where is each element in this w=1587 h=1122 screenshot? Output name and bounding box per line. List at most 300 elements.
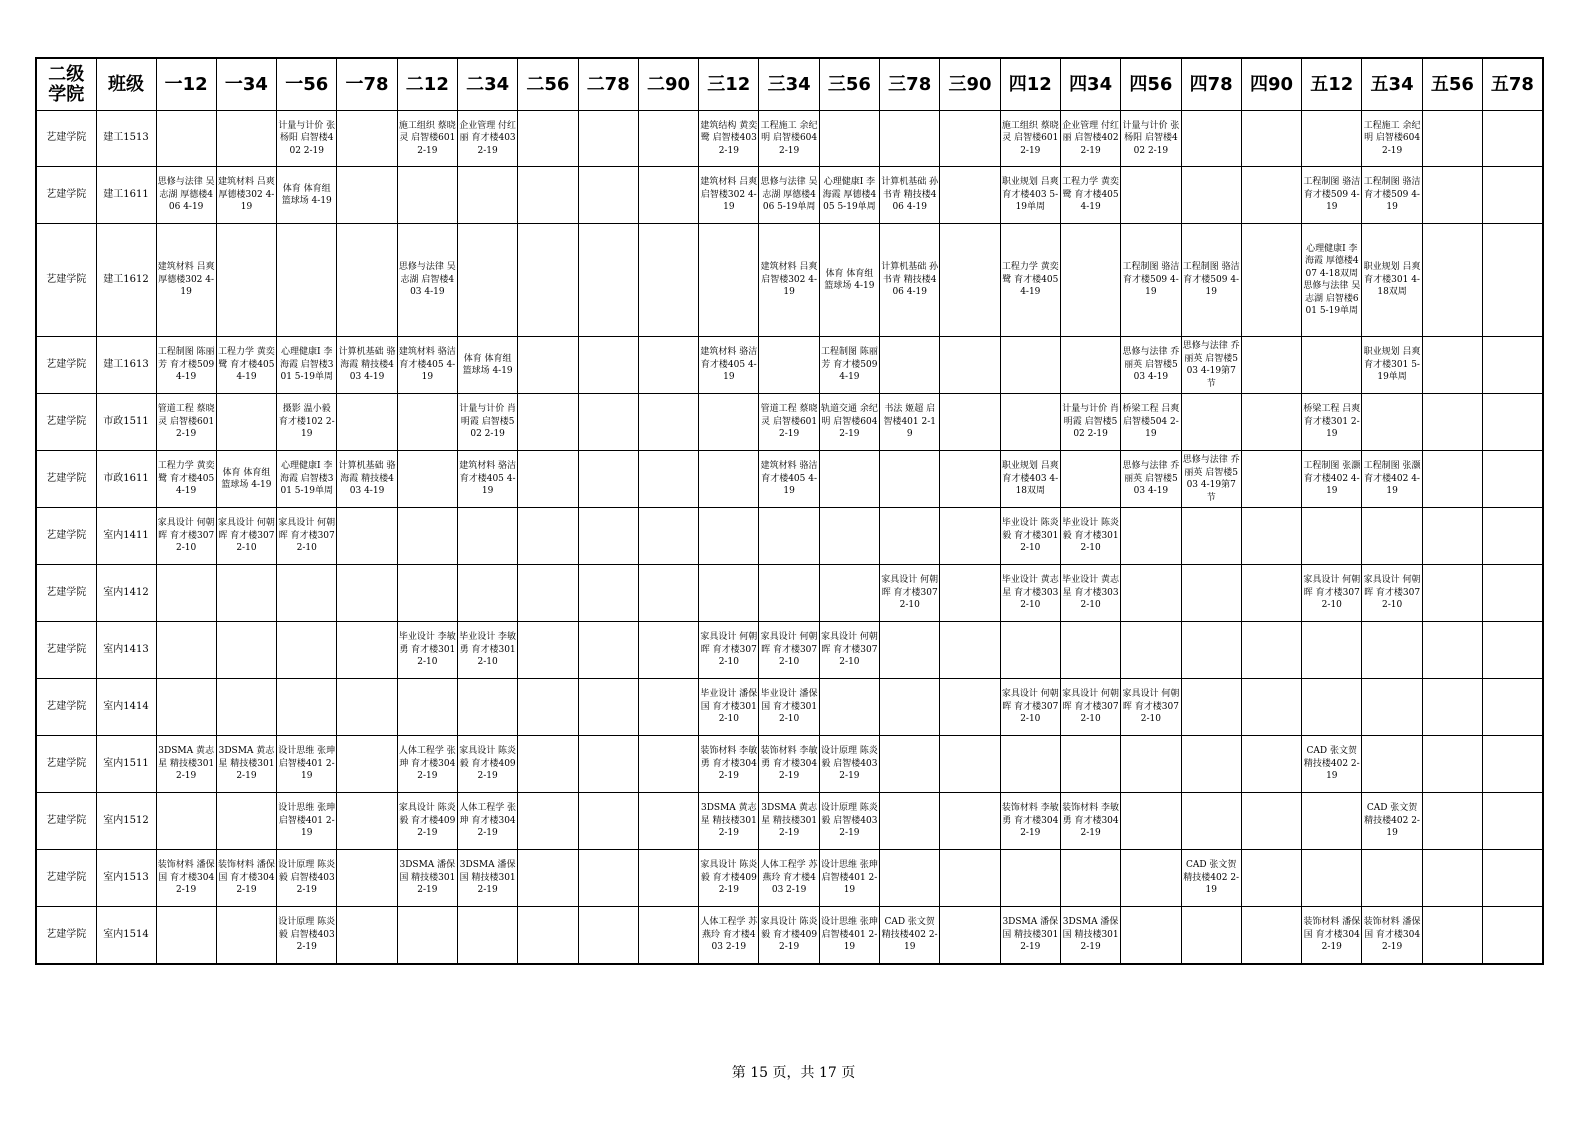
page-number: 第 15 页，共 17 页 <box>731 1065 856 1081</box>
course-cell <box>1422 111 1482 167</box>
course-cell <box>759 565 819 622</box>
course-cell: 3DSMA 潘保国 精技楼301 2-19 <box>397 850 457 907</box>
course-cell: 思修与法律 吴志湖 启智楼403 4-19 <box>397 224 457 337</box>
course-cell: 企业管理 付红丽 启智楼402 2-19 <box>1060 111 1120 167</box>
course-cell <box>1422 224 1482 337</box>
course-cell <box>1302 111 1362 167</box>
course-cell <box>1241 679 1301 736</box>
course-cell: 建筑材料 吕爽 厚德楼302 4-19 <box>216 167 276 224</box>
course-cell: 装饰材料 李敏勇 育才楼304 2-19 <box>699 736 759 793</box>
course-cell <box>1241 224 1301 337</box>
course-cell <box>940 793 1000 850</box>
course-cell <box>1483 111 1543 167</box>
class-cell: 室内1512 <box>96 793 156 850</box>
course-cell: 计算机基础 孙书青 精技楼406 4-19 <box>880 167 940 224</box>
course-cell <box>457 565 517 622</box>
course-cell <box>940 850 1000 907</box>
course-cell: 计算机基础 孙书青 精技楼406 4-19 <box>880 224 940 337</box>
course-cell: 摄影 温小毅 育才楼102 2-19 <box>277 394 337 451</box>
table-row <box>36 337 1543 394</box>
course-cell <box>1362 622 1422 679</box>
course-cell <box>880 337 940 394</box>
course-cell: 桥梁工程 吕爽 启智楼504 2-19 <box>1121 394 1181 451</box>
header-period: 二56 <box>518 58 578 111</box>
course-cell: 工程制图 陈丽芳 育才楼509 4-19 <box>819 337 879 394</box>
course-cell: 工程制图 陈丽芳 育才楼509 4-19 <box>156 337 216 394</box>
course-cell <box>216 679 276 736</box>
course-cell <box>397 451 457 508</box>
course-cell: 计量与计价 肖明霞 启智楼502 2-19 <box>457 394 517 451</box>
course-cell <box>1422 337 1482 394</box>
course-cell: 工程力学 黄奕鹭 育才楼405 4-19 <box>1000 224 1060 337</box>
header-period: 四90 <box>1241 58 1301 111</box>
course-cell <box>880 736 940 793</box>
course-cell <box>1483 565 1543 622</box>
course-cell: 建筑结构 黄奕鹭 启智楼403 2-19 <box>699 111 759 167</box>
course-cell: 装饰材料 潘保国 育才楼304 2-19 <box>216 850 276 907</box>
course-cell <box>1422 622 1482 679</box>
course-cell: 职业规划 吕爽 育才楼301 4-18双周 <box>1362 224 1422 337</box>
course-cell: 设计思维 张珅 启智楼401 2-19 <box>277 736 337 793</box>
course-cell <box>940 736 1000 793</box>
course-cell <box>578 736 638 793</box>
course-cell: 家具设计 陈炎毅 育才楼409 2-19 <box>397 793 457 850</box>
course-cell: 家具设计 何朝晖 育才楼307 2-10 <box>156 508 216 565</box>
course-cell: 人体工程学 张珅 育才楼304 2-19 <box>397 736 457 793</box>
course-cell <box>1302 850 1362 907</box>
college-cell: 艺建学院 <box>36 736 96 793</box>
course-cell: 桥梁工程 吕爽 育才楼301 2-19 <box>1302 394 1362 451</box>
course-cell <box>337 907 397 964</box>
course-cell <box>1483 850 1543 907</box>
course-cell <box>518 907 578 964</box>
college-cell: 艺建学院 <box>36 451 96 508</box>
course-cell <box>1060 451 1120 508</box>
course-cell <box>457 907 517 964</box>
course-cell <box>638 736 698 793</box>
course-cell <box>518 679 578 736</box>
course-cell <box>337 111 397 167</box>
course-cell <box>578 508 638 565</box>
course-cell: 思修与法律 乔丽英 启智楼503 4-19第7节 <box>1181 451 1241 508</box>
course-cell <box>397 167 457 224</box>
course-cell <box>518 622 578 679</box>
course-cell: 工程力学 黄奕鹭 育才楼405 4-19 <box>1060 167 1120 224</box>
course-cell <box>337 622 397 679</box>
course-cell <box>578 679 638 736</box>
course-cell <box>578 337 638 394</box>
course-cell <box>1483 679 1543 736</box>
course-cell <box>397 907 457 964</box>
course-cell <box>1121 850 1181 907</box>
course-cell: 3DSMA 潘保国 精技楼301 2-19 <box>1060 907 1120 964</box>
course-cell: 家具设计 何朝晖 育才楼307 2-10 <box>277 508 337 565</box>
header-period: 五12 <box>1302 58 1362 111</box>
course-cell: 设计原理 陈炎毅 启智楼403 2-19 <box>277 907 337 964</box>
course-cell <box>1121 167 1181 224</box>
course-cell <box>1241 337 1301 394</box>
course-cell <box>880 793 940 850</box>
course-cell <box>457 679 517 736</box>
college-cell: 艺建学院 <box>36 224 96 337</box>
course-cell <box>1121 508 1181 565</box>
course-cell <box>337 508 397 565</box>
course-cell: 工程力学 黄奕鹭 育才楼405 4-19 <box>156 451 216 508</box>
course-cell <box>578 451 638 508</box>
header-period: 四78 <box>1181 58 1241 111</box>
course-cell <box>940 111 1000 167</box>
course-cell <box>638 508 698 565</box>
header-period: 五34 <box>1362 58 1422 111</box>
course-cell <box>1241 850 1301 907</box>
college-cell: 艺建学院 <box>36 167 96 224</box>
course-cell <box>1422 394 1482 451</box>
course-cell: 人体工程学 张珅 育才楼304 2-19 <box>457 793 517 850</box>
course-cell <box>819 451 879 508</box>
course-cell <box>638 167 698 224</box>
course-cell: 毕业设计 陈炎毅 育才楼301 2-10 <box>1000 508 1060 565</box>
course-cell <box>638 622 698 679</box>
course-cell <box>819 679 879 736</box>
course-cell <box>699 565 759 622</box>
course-cell <box>1483 337 1543 394</box>
course-cell <box>337 793 397 850</box>
course-cell <box>638 679 698 736</box>
course-cell <box>397 508 457 565</box>
course-cell <box>638 394 698 451</box>
header-period: 一78 <box>337 58 397 111</box>
course-cell <box>1483 736 1543 793</box>
course-cell: CAD 张文贺 精技楼402 2-19 <box>1302 736 1362 793</box>
course-cell: 工程施工 余纪明 启智楼604 2-19 <box>1362 111 1422 167</box>
course-cell <box>1060 736 1120 793</box>
course-cell <box>518 111 578 167</box>
header-period: 四34 <box>1060 58 1120 111</box>
course-cell <box>1181 679 1241 736</box>
course-cell <box>940 508 1000 565</box>
course-cell <box>1422 508 1482 565</box>
course-cell <box>457 224 517 337</box>
course-cell: 家具设计 何朝晖 育才楼307 2-10 <box>759 622 819 679</box>
table-row <box>36 167 1543 224</box>
course-cell <box>337 850 397 907</box>
course-cell: 3DSMA 黄志星 精技楼301 2-19 <box>699 793 759 850</box>
course-cell <box>1302 337 1362 394</box>
course-cell: 建筑材料 骆洁 育才楼405 4-19 <box>457 451 517 508</box>
course-cell <box>1422 565 1482 622</box>
header-period: 四56 <box>1121 58 1181 111</box>
course-cell <box>1060 224 1120 337</box>
course-cell <box>759 337 819 394</box>
course-cell <box>156 793 216 850</box>
course-cell <box>518 793 578 850</box>
course-cell <box>1181 565 1241 622</box>
course-cell <box>1181 793 1241 850</box>
course-cell: 家具设计 何朝晖 育才楼307 2-10 <box>216 508 276 565</box>
table-row <box>36 111 1543 167</box>
course-cell <box>518 337 578 394</box>
course-cell <box>156 111 216 167</box>
course-cell: 心理健康Ⅰ 李海霞 厚德楼405 5-19单周 <box>819 167 879 224</box>
table-body <box>36 111 1543 964</box>
course-cell: 家具设计 何朝晖 育才楼307 2-10 <box>1362 565 1422 622</box>
course-cell: 建筑材料 骆洁 育才楼405 4-19 <box>397 337 457 394</box>
course-cell <box>1483 793 1543 850</box>
course-cell <box>518 224 578 337</box>
course-cell: 家具设计 陈炎毅 育才楼409 2-19 <box>759 907 819 964</box>
course-cell: 管道工程 蔡晓灵 启智楼601 2-19 <box>759 394 819 451</box>
course-cell <box>1302 793 1362 850</box>
course-cell: 工程制图 骆洁 育才楼509 4-19 <box>1302 167 1362 224</box>
header-class: 班级 <box>96 58 156 111</box>
course-cell: 职业规划 吕爽 育才楼403 4-18双周 <box>1000 451 1060 508</box>
header-period: 二78 <box>578 58 638 111</box>
course-cell: 工程施工 余纪明 启智楼604 2-19 <box>759 111 819 167</box>
course-cell <box>1241 907 1301 964</box>
course-cell: 思修与法律 乔丽英 启智楼503 4-19第7节 <box>1181 337 1241 394</box>
course-cell: 毕业设计 潘保国 育才楼301 2-10 <box>699 679 759 736</box>
course-cell <box>518 451 578 508</box>
course-cell <box>1060 337 1120 394</box>
header-row <box>36 58 1543 111</box>
course-cell <box>457 167 517 224</box>
header-period: 五78 <box>1483 58 1543 111</box>
course-cell <box>1181 394 1241 451</box>
course-cell: CAD 张文贺 精技楼402 2-19 <box>1362 793 1422 850</box>
course-cell: 工程制图 骆洁 育才楼509 4-19 <box>1362 167 1422 224</box>
college-cell: 艺建学院 <box>36 793 96 850</box>
course-cell <box>940 679 1000 736</box>
class-cell: 室内1411 <box>96 508 156 565</box>
course-cell: 建筑材料 骆洁 育才楼405 4-19 <box>759 451 819 508</box>
course-cell <box>578 907 638 964</box>
course-cell: 设计思维 张珅 启智楼401 2-19 <box>819 850 879 907</box>
course-cell: 思修与法律 吴志湖 厚德楼406 5-19单周 <box>759 167 819 224</box>
course-cell <box>940 394 1000 451</box>
course-cell: 家具设计 何朝晖 育才楼307 2-10 <box>1060 679 1120 736</box>
course-cell <box>1181 622 1241 679</box>
course-cell <box>1483 394 1543 451</box>
course-cell <box>1241 394 1301 451</box>
course-cell: 工程力学 黄奕鹭 育才楼405 4-19 <box>216 337 276 394</box>
course-cell <box>1302 679 1362 736</box>
class-cell: 室内1412 <box>96 565 156 622</box>
class-cell: 建工1513 <box>96 111 156 167</box>
course-cell <box>397 679 457 736</box>
course-cell: 家具设计 何朝晖 育才楼307 2-10 <box>1302 565 1362 622</box>
table-row <box>36 394 1543 451</box>
course-cell <box>457 508 517 565</box>
header-period: 三34 <box>759 58 819 111</box>
course-cell <box>1422 793 1482 850</box>
course-cell: 建筑材料 吕爽 厚德楼302 4-19 <box>156 224 216 337</box>
course-cell <box>1483 907 1543 964</box>
college-cell: 艺建学院 <box>36 565 96 622</box>
college-cell: 艺建学院 <box>36 622 96 679</box>
course-cell <box>940 337 1000 394</box>
course-cell <box>1302 622 1362 679</box>
course-cell: 职业规划 吕爽 育才楼301 5-19单周 <box>1362 337 1422 394</box>
course-cell <box>1121 907 1181 964</box>
course-cell: 工程制图 骆洁 育才楼509 4-19 <box>1181 224 1241 337</box>
course-cell: 计算机基础 骆海霞 精技楼403 4-19 <box>337 337 397 394</box>
header-period: 一34 <box>216 58 276 111</box>
course-cell <box>880 508 940 565</box>
course-cell <box>1121 736 1181 793</box>
class-cell: 室内1414 <box>96 679 156 736</box>
course-cell: 心理健康Ⅰ 李海霞 厚德楼407 4-18双周 思修与法律 吴志湖 启智楼601 5-19单周 <box>1302 224 1362 337</box>
course-cell <box>1422 451 1482 508</box>
course-cell <box>638 224 698 337</box>
course-cell: 设计思维 张珅 启智楼401 2-19 <box>277 793 337 850</box>
course-cell <box>699 224 759 337</box>
course-cell <box>638 793 698 850</box>
course-cell <box>1483 622 1543 679</box>
course-cell: 3DSMA 黄志星 精技楼301 2-19 <box>759 793 819 850</box>
course-cell <box>1181 907 1241 964</box>
course-cell <box>216 907 276 964</box>
course-cell: 工程制图 骆洁 育才楼509 4-19 <box>1121 224 1181 337</box>
course-cell <box>940 565 1000 622</box>
course-cell: 书法 姬超 启智楼401 2-19 <box>880 394 940 451</box>
course-cell: 思修与法律 吴志湖 厚德楼406 4-19 <box>156 167 216 224</box>
course-cell: 家具设计 何朝晖 育才楼307 2-10 <box>699 622 759 679</box>
course-cell <box>819 565 879 622</box>
course-cell <box>638 111 698 167</box>
course-cell <box>216 394 276 451</box>
course-cell <box>1302 508 1362 565</box>
course-cell <box>156 907 216 964</box>
course-cell <box>1362 850 1422 907</box>
course-cell: 管道工程 蔡晓灵 启智楼601 2-19 <box>156 394 216 451</box>
course-cell: 体育 体育组 篮球场 4-19 <box>277 167 337 224</box>
course-cell <box>578 622 638 679</box>
course-cell: 计量与计价 肖明霞 启智楼502 2-19 <box>1060 394 1120 451</box>
college-cell: 艺建学院 <box>36 907 96 964</box>
course-cell: 建筑材料 吕爽 启智楼302 4-19 <box>759 224 819 337</box>
course-cell <box>578 394 638 451</box>
course-cell <box>518 850 578 907</box>
college-cell: 艺建学院 <box>36 337 96 394</box>
course-cell <box>337 679 397 736</box>
course-cell: 计量与计价 张杨阳 启智楼402 2-19 <box>277 111 337 167</box>
course-cell: 3DSMA 潘保国 精技楼301 2-19 <box>1000 907 1060 964</box>
course-cell <box>1422 736 1482 793</box>
table-row <box>36 736 1543 793</box>
course-cell: 体育 体育组 篮球场 4-19 <box>819 224 879 337</box>
table-row <box>36 679 1543 736</box>
college-cell: 艺建学院 <box>36 850 96 907</box>
header-period: 一12 <box>156 58 216 111</box>
course-cell <box>1241 508 1301 565</box>
course-cell <box>1241 565 1301 622</box>
header-period: 三78 <box>880 58 940 111</box>
table-row <box>36 508 1543 565</box>
course-cell <box>216 622 276 679</box>
course-cell: 毕业设计 李敏勇 育才楼301 2-10 <box>457 622 517 679</box>
course-cell <box>699 451 759 508</box>
course-cell <box>156 679 216 736</box>
course-cell: 装饰材料 潘保国 育才楼304 2-19 <box>156 850 216 907</box>
course-cell <box>699 394 759 451</box>
course-cell: 装饰材料 潘保国 育才楼304 2-19 <box>1362 907 1422 964</box>
course-cell <box>277 622 337 679</box>
course-cell <box>1362 394 1422 451</box>
course-cell <box>1483 224 1543 337</box>
course-cell <box>1000 736 1060 793</box>
course-cell <box>337 565 397 622</box>
header-period: 四12 <box>1000 58 1060 111</box>
course-cell <box>1060 622 1120 679</box>
course-cell: 企业管理 付红丽 育才楼403 2-19 <box>457 111 517 167</box>
course-cell: 3DSMA 黄志星 精技楼301 2-19 <box>156 736 216 793</box>
college-cell: 艺建学院 <box>36 111 96 167</box>
course-cell <box>1422 850 1482 907</box>
college-cell: 艺建学院 <box>36 508 96 565</box>
course-cell <box>397 394 457 451</box>
class-cell: 室内1514 <box>96 907 156 964</box>
course-cell: 3DSMA 潘保国 精技楼301 2-19 <box>457 850 517 907</box>
course-cell: 思修与法律 乔丽英 启智楼503 4-19 <box>1121 451 1181 508</box>
course-cell: 毕业设计 黄志星 育才楼303 2-10 <box>1000 565 1060 622</box>
course-cell: 体育 体育组 篮球场 4-19 <box>457 337 517 394</box>
table-row <box>36 907 1543 964</box>
header-period: 一56 <box>277 58 337 111</box>
course-cell <box>940 451 1000 508</box>
course-cell <box>216 111 276 167</box>
course-cell <box>1241 793 1301 850</box>
course-cell: 施工组织 蔡晓灵 启智楼601 2-19 <box>397 111 457 167</box>
course-cell <box>638 337 698 394</box>
course-cell <box>578 793 638 850</box>
header-period: 三56 <box>819 58 879 111</box>
course-cell: 装饰材料 李敏勇 育才楼304 2-19 <box>759 736 819 793</box>
course-cell <box>1241 111 1301 167</box>
course-cell <box>216 793 276 850</box>
college-cell: 艺建学院 <box>36 394 96 451</box>
header-period: 三90 <box>940 58 1000 111</box>
course-cell <box>638 451 698 508</box>
course-cell: 毕业设计 黄志星 育才楼303 2-10 <box>1060 565 1120 622</box>
course-cell <box>638 565 698 622</box>
course-cell <box>699 508 759 565</box>
course-cell: 轨道交通 余纪明 启智楼604 2-19 <box>819 394 879 451</box>
course-cell <box>277 224 337 337</box>
course-cell: 思修与法律 乔丽英 启智楼503 4-19 <box>1121 337 1181 394</box>
table-row <box>36 565 1543 622</box>
course-cell <box>880 451 940 508</box>
course-cell <box>1483 167 1543 224</box>
course-cell <box>940 622 1000 679</box>
header-college: 二级 学院 <box>36 58 96 111</box>
course-cell <box>216 565 276 622</box>
course-cell: 毕业设计 李敏勇 育才楼301 2-10 <box>397 622 457 679</box>
college-cell: 艺建学院 <box>36 679 96 736</box>
course-cell <box>1422 679 1482 736</box>
course-cell: 装饰材料 潘保国 育才楼304 2-19 <box>1302 907 1362 964</box>
course-cell <box>759 508 819 565</box>
course-cell <box>337 167 397 224</box>
course-cell: 家具设计 陈炎毅 育才楼409 2-19 <box>699 850 759 907</box>
table-row <box>36 622 1543 679</box>
course-cell <box>1121 565 1181 622</box>
course-cell <box>277 679 337 736</box>
course-cell <box>578 167 638 224</box>
course-cell <box>156 565 216 622</box>
class-cell: 建工1612 <box>96 224 156 337</box>
table-row <box>36 224 1543 337</box>
course-cell <box>337 736 397 793</box>
